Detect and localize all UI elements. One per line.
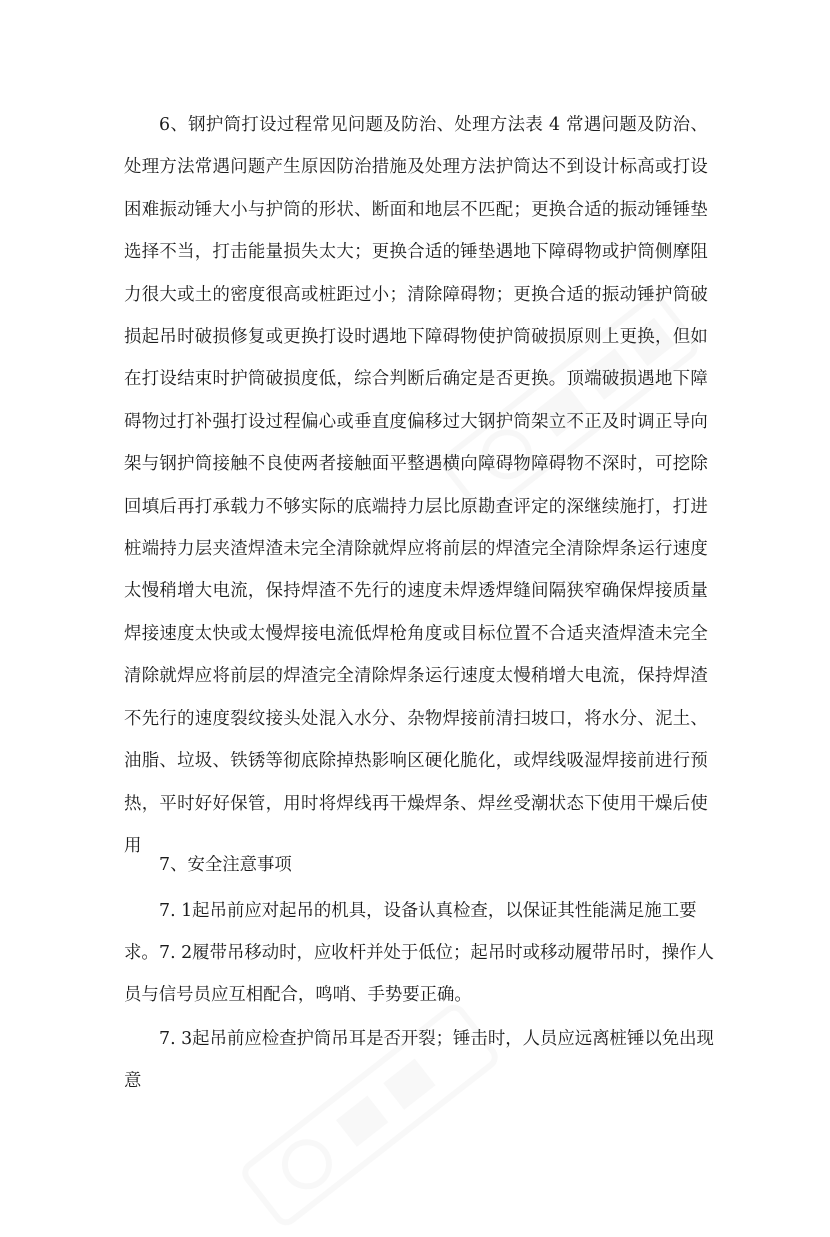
paragraph-7-3: 7. 3起吊前应检查护筒吊耳是否开裂；锤击时，人员应远离桩锤以免出现意	[124, 1029, 714, 1092]
paragraph-7-2: 7. 2履带吊移动时，应收杆并处于低位；起吊时或移动履带吊时，操作人员与信号员应互相配合，鸣哨、手势要正确。	[124, 943, 714, 1006]
section-heading-safety: 7、安全注意事项	[159, 855, 292, 875]
paragraph-7-1: 7. 1起吊前应对起吊的机具，设备认真检查，以保证其性能满足施工要求。	[124, 901, 697, 964]
paragraph-steel-casing-problems: 6、钢护筒打设过程常见问题及防治、处理方法表 4 常遇问题及防治、处理方法常遇问题产生原因防治措施及处理方法护筒达不到设计标高或打设困难振动锤大小与护筒的形状、断面和地层不匹配；更换合适的振动锤锤垫选择不当，打击能量损失太大；更换合适的锤垫遇地下障碍物或护筒侧摩阻力很大或土的密度很高或桩距过小；清除障碍物；更换合适的振动锤护筒破损起吊时破损修复或更换打设时遇地下障碍物使护筒破损原则上更换，但如在打设结束时护筒破损度低，综合判断后确定是否更换。顶端破损遇地下障碍物过打补强打设过程偏心或垂直度偏移过大钢护筒架立不正及时调正导向架与钢护筒接触不良使两者接触面平整遇横向障碍物障碍物不深时，可挖除回填后再打承载力不够实际的底端持力层比原勘查评定的深继续施打，打进桩端持力层夹渣焊渣未完全清除就焊应将前层的焊渣完全清除焊条运行速度太慢稍增大电流，保持焊渣不先行的速度未焊透焊缝间隔狭窄确保焊接质量焊接速度太快或太慢焊接电流低焊枪角度或目标位置不合适夹渣焊渣未完全清除就焊应将前层的焊渣完全清除焊条运行速度太慢稍增大电流，保持焊渣不先行的速度裂纹接头处混入水分、杂物焊接前清扫坡口，将水分、泥土、油脂、垃圾、铁锈等彻底除掉热影响区硬化脆化，或焊线吸湿焊接前进行预热，平时好好保管，用时将焊线再干燥焊条、焊丝受潮状态下使用干燥后使用	[124, 115, 708, 856]
